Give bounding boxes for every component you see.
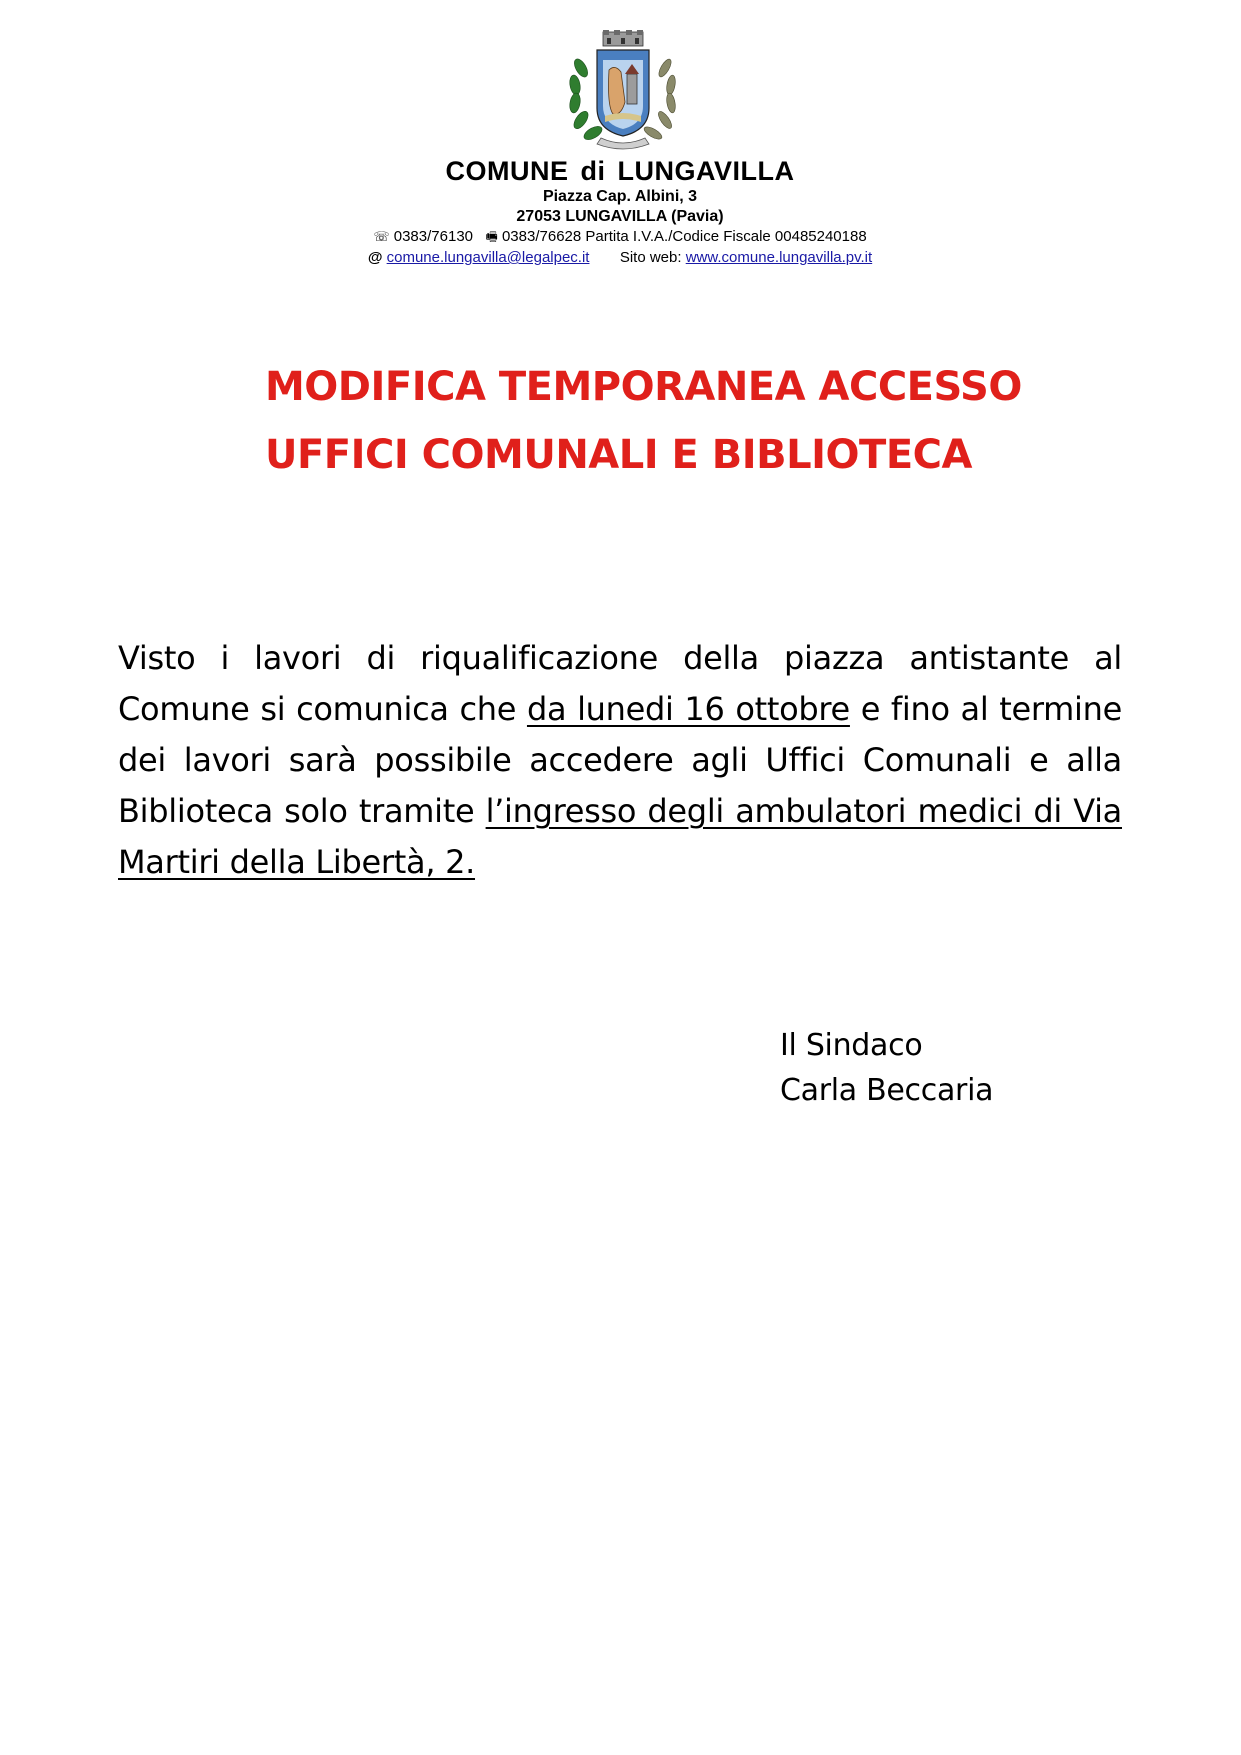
phone-number: 0383/76130	[393, 228, 473, 245]
phone-icon: ☏	[373, 230, 390, 245]
fax-icon: 🖷	[485, 230, 498, 245]
municipality-name: COMUNE di LUNGAVILLA	[445, 156, 795, 186]
web-line	[300, 249, 940, 266]
fax-and-vat: 0383/76628 Partita I.V.A./Codice Fiscale 00485240188	[501, 228, 867, 245]
at-icon: @	[367, 249, 383, 266]
notice-title-line2: UFFICI COMUNALI E BIBLIOTECA	[265, 432, 972, 478]
address-city: 27053 LUNGAVILLA (Pavia)	[516, 208, 724, 225]
body-entrance-underlined: l’ingresso degli ambulatori medici di Via Martiri della Libertà, 2.	[118, 792, 1122, 881]
notice-body	[118, 633, 1122, 888]
municipal-crest-logo	[563, 30, 683, 154]
website-label: Sito web:	[619, 249, 682, 266]
website-link[interactable]: www.comune.lungavilla.pv.it	[685, 249, 873, 266]
body-text-part1: Visto i lavori di riqualificazione della piazza antistante al Comune si comunica che	[118, 639, 1122, 728]
signature-role: Il Sindaco	[780, 1028, 923, 1063]
notice-title-line1: MODIFICA TEMPORANEA ACCESSO	[265, 364, 1022, 410]
contact-line	[300, 228, 940, 250]
email-link[interactable]: comune.lungavilla@legalpec.it	[386, 249, 590, 266]
address-street: Piazza Cap. Albini, 3	[542, 188, 698, 205]
body-date-underlined: da lunedi 16 ottobre	[526, 690, 850, 728]
signature-name: Carla Beccaria	[780, 1073, 994, 1108]
body-text-part2: e fino al termine dei lavori sarà possibile accedere agli Uffici Comunali e alla Biblioteca solo tramite	[118, 690, 1122, 830]
